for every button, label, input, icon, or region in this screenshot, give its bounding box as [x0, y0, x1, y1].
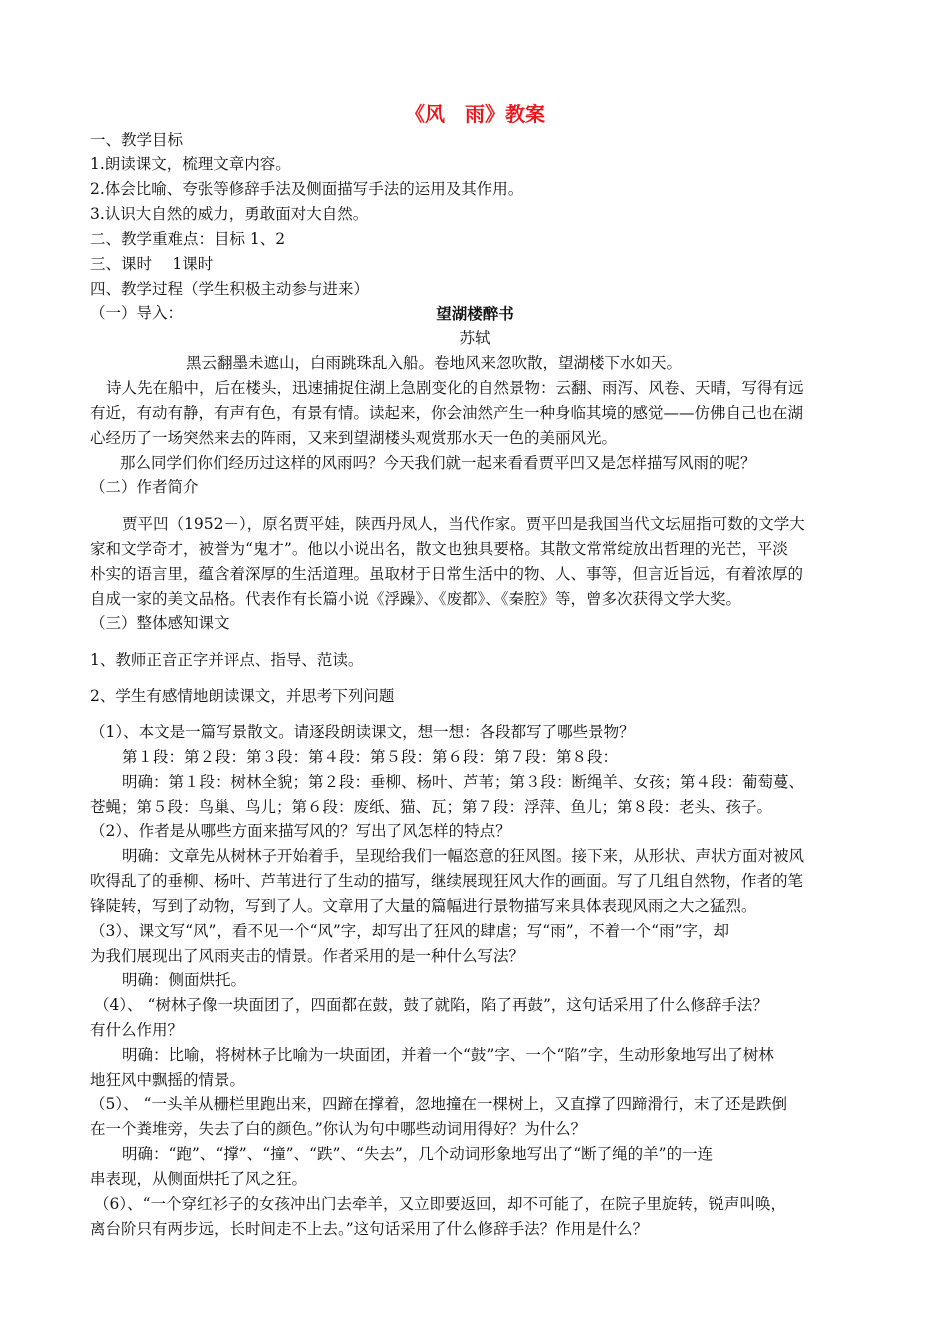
- paragraph-line: 家和文学奇才，被誉为“鬼才”。他以小说出名，散文也独具要格。其散文常常绽放出哲理的光芒，平淡: [90, 540, 788, 558]
- question-line: （1）、本文是一篇写景散文。请逐段朗读课文，想一想：各段都写了哪些景物？: [90, 723, 635, 741]
- question-line: 在一个粪堆旁，失去了白的颜色。”你认为句中哪些动词用得好？为什么？: [90, 1120, 587, 1138]
- paragraph-line: 那么同学们你们经历过这样的风雨吗？今天我们就一起来看看贾平凹又是怎样描写风雨的呢？: [120, 454, 756, 472]
- paragraph-line: 2、学生有感情地朗读课文，并思考下列问题: [90, 687, 395, 705]
- paragraph-line: 贾平凹（1952－），原名贾平娃，陕西丹凤人，当代作家。贾平凹是我国当代文坛屈指可数的文学大: [122, 515, 805, 533]
- poem-line: 黑云翻墨未遮山，白雨跳珠乱入船。卷地风来忽吹散，望湖楼下水如天。: [186, 354, 683, 372]
- paragraph-line: 诗人先在船中，后在楼头，迅速捕捉住湖上急剧变化的自然景物：云翻、雨泻、风卷、天晴，写得有远: [106, 379, 804, 397]
- goal-line: 1.朗读课文，梳理文章内容。: [90, 155, 291, 173]
- answer-line: 第１段：第２段：第３段：第４段：第５段：第６段：第７段：第８段：: [122, 748, 619, 766]
- question-line: 离台阶只有两步远，长时间走不上去。”这句话采用了什么修辞手法？作用是什么？: [90, 1220, 649, 1238]
- subsection-heading: （二）作者简介: [90, 478, 199, 496]
- question-line: （6）、“一个穿红衫子的女孩冲出门去牵羊，又立即要返回，却不可能了，在院子里旋转，锐声叫唤，: [94, 1195, 787, 1213]
- question-line: （4）、 “树林子像一块面团了，四面都在鼓，鼓了就陷，陷了再鼓”，这句话采用了什么修辞手法？: [94, 996, 768, 1014]
- answer-line: 明确：文章先从树林子开始着手，呈现给我们一幅恣意的狂风图。接下来，从形状、声状方面对被风: [122, 847, 805, 865]
- paragraph-line: 心经历了一场突然来去的阵雨，又来到望湖楼头观赏那水天一色的美丽风光。: [90, 429, 618, 447]
- section-heading: 四、教学过程（学生积极主动参与进来）: [90, 280, 370, 298]
- answer-line: 锋陡转，写到了动物，写到了人。文章用了大量的篇幅进行景物描写来具体表现风雨之大之猛烈。: [90, 897, 757, 915]
- answer-line: 明确：“跑”、“撑”、“撞”、“跌”、“失去”，几个动词形象地写出了“断了绳的羊”的一连: [122, 1145, 714, 1163]
- answer-line: 串表现，从侧面烘托了风之狂。: [90, 1170, 308, 1188]
- question-line: （3）、课文写“风”，看不见一个“风”字，却写出了狂风的肆虐；写“雨”，不着一个“雨”字，却: [90, 922, 730, 940]
- section-heading: 一、教学目标: [90, 131, 184, 149]
- question-line: （2）、作者是从哪些方面来描写风的？写出了风怎样的特点？: [90, 822, 511, 840]
- goal-line: 3.认识大自然的威力，勇敢面对大自然。: [90, 205, 369, 223]
- goal-line: 2.体会比喻、夸张等修辞手法及侧面描写手法的运用及其作用。: [90, 180, 524, 198]
- paragraph-line: 有近，有动有静，有声有色，有景有情。读起来，你会油然产生一种身临其境的感觉——仿佛自己也在湖: [90, 404, 804, 422]
- paragraph-line: 自成一家的美文品格。代表作有长篇小说《浮躁》、《废都》、《秦腔》等，曾多次获得文学大奖。: [90, 590, 742, 608]
- section-heading: 三、课时 1课时: [90, 255, 214, 273]
- poem-title: 望湖楼醉书: [436, 305, 514, 323]
- answer-line: 明确：侧面烘托。: [122, 971, 247, 989]
- answer-line: 吹得乱了的垂柳、杨叶、芦苇进行了生动的描写，继续展现狂风大作的画面。写了几组自然物，作者的笔: [90, 872, 804, 890]
- subsection-heading: （一）导入：: [90, 304, 184, 322]
- question-line: （5）、 “一头羊从栅栏里跑出来，四蹄在撑着，忽地撞在一棵树上，又直撑了四蹄滑行，末了还是跌倒: [90, 1095, 787, 1113]
- question-line: 有什么作用？: [90, 1021, 184, 1039]
- answer-line: 明确：比喻，将树林子比喻为一块面团，并着一个“鼓”字、一个“陷”字，生动形象地写出了树林: [122, 1046, 774, 1064]
- answer-line: 地狂风中飘摇的情景。: [90, 1071, 246, 1089]
- page-title: 《风 雨》教案: [405, 102, 545, 126]
- paragraph-line: 1、教师正音正字并评点、指导、范读。: [90, 651, 364, 669]
- answer-line: 苍蝇；第５段：鸟巢、鸟儿；第６段：废纸、猫、瓦；第７段：浮萍、鱼儿；第８段：老头、孩子。: [90, 798, 773, 816]
- section-heading: 二、教学重难点：目标 1、2: [90, 230, 286, 248]
- poem-author: 苏轼: [459, 329, 491, 347]
- question-line: 为我们展现出了风雨夹击的情景。作者采用的是一种什么写法？: [90, 947, 525, 965]
- answer-line: 明确：第１段：树林全貌；第２段：垂柳、杨叶、芦苇；第３段：断绳羊、女孩；第４段：葡萄蔓、: [122, 773, 805, 791]
- subsection-heading: （三）整体感知课文: [90, 614, 230, 632]
- paragraph-line: 朴实的语言里，蕴含着深厚的生活道理。虽取材于日常生活中的物、人、事等，但言近旨远，有着浓厚的: [90, 565, 804, 583]
